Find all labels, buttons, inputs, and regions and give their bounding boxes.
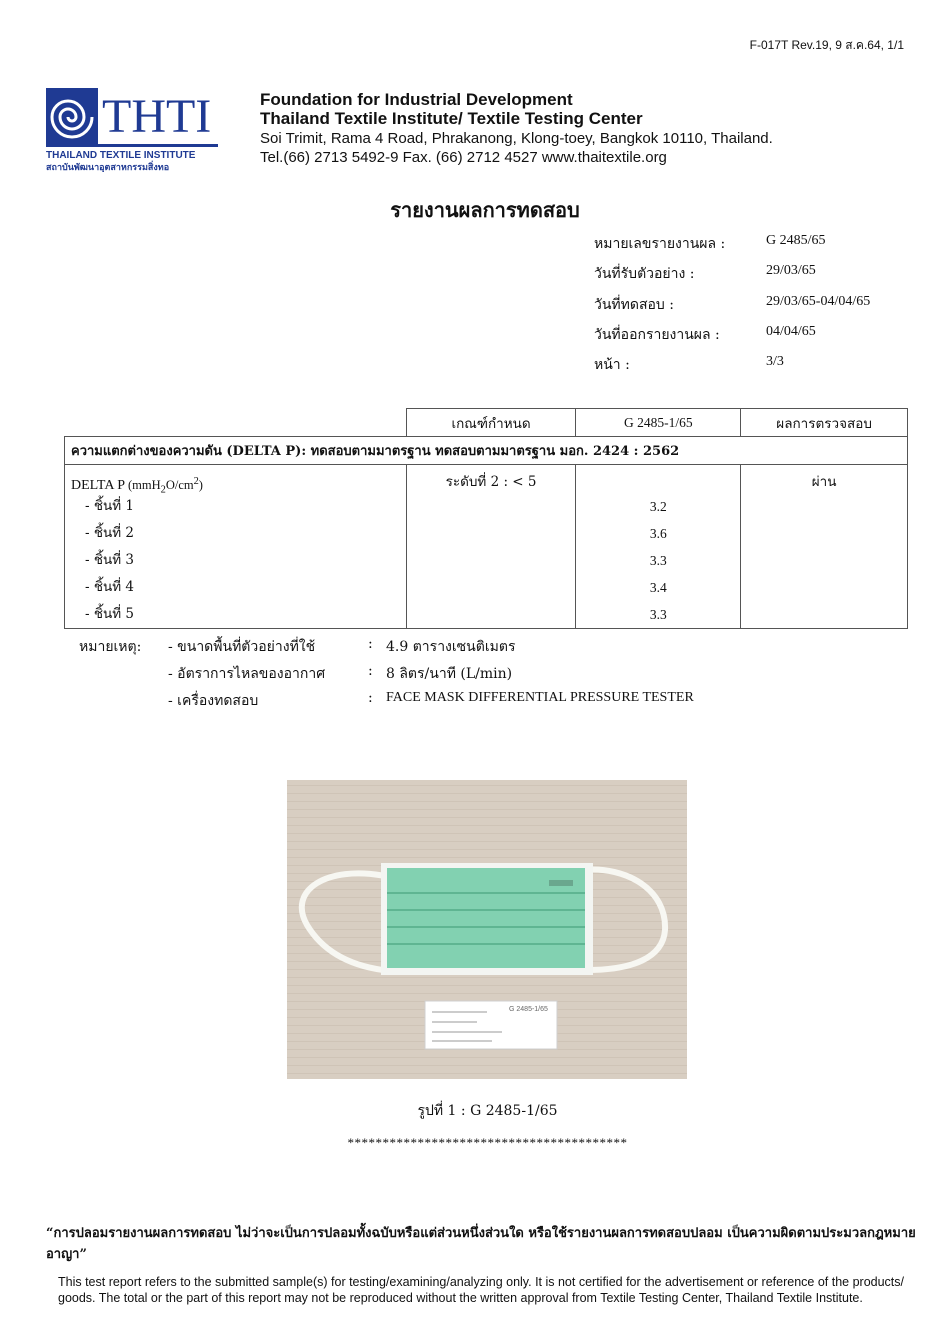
table-data-row (65, 465, 908, 629)
logo-acronym: THTI (102, 90, 212, 143)
institution-address: Soi Trimit, Rama 4 Road, Phrakanong, Klong-toey, Bangkok 10110, Thailand. (260, 130, 773, 147)
specimen-value: 3.2 (649, 499, 667, 514)
photo-caption: รูปที่ 1 : G 2485-1/65 (417, 1103, 558, 1119)
specimen-value: 3.3 (649, 607, 667, 622)
note-colon: : (368, 690, 373, 706)
param-cell (65, 465, 407, 629)
result-cell (741, 465, 908, 629)
institution-contact: Tel.(66) 2713 5492-9 Fax. (66) 2712 4527 www.thaitextile.org (260, 149, 667, 166)
meta-value-report-number: G 2485/65 (766, 233, 826, 248)
meta-value-page: 3/3 (766, 354, 784, 369)
specimen-label: - ชิ้นที่ 4 (85, 579, 135, 595)
legal-warning: “การปลอมรายงานผลการทดสอบ ไม่ว่าจะเป็นการปลอมทั้งฉบับหรือแต่ส่วนหนึ่งส่วนใด หรือใช้รายงานผลการทดสอบปลอม เป็นความผิดตามประมวลกฎหมายอาญา” (46, 1226, 916, 1262)
institution-subname: Thailand Textile Institute/ Textile Testing Center (260, 109, 643, 128)
specimen-value: 3.4 (649, 580, 667, 595)
note-colon: : (368, 663, 373, 679)
table-header-row (65, 409, 908, 437)
notes-title: หมายเหตุ: (79, 639, 142, 655)
meta-label-received-date: วันที่รับตัวอย่าง : (594, 266, 695, 282)
face-mask-illustration (287, 780, 687, 1079)
note-label: - เครื่องทดสอบ (168, 693, 259, 709)
header-criteria: เกณฑ์กำหนด (406, 409, 576, 437)
values-cell (576, 465, 741, 629)
param-name: DELTA P $(mmH_2O/cm^2)$ (71, 476, 203, 496)
header-result: ผลการตรวจสอบ (741, 409, 908, 437)
note-label: - อัตราการไหลของอากาศ (168, 666, 326, 682)
specimen-value: 3.3 (649, 553, 667, 568)
results-table (64, 408, 908, 629)
report-title: รายงานผลการทดสอบ (390, 198, 580, 222)
values-spacer (582, 471, 734, 493)
note-value: 8 ลิตร/นาที (L/min) (386, 666, 513, 682)
form-code: F-017T Rev.19, 9 ส.ค.64, 1/1 (749, 38, 904, 52)
table-header-blank (65, 409, 407, 437)
criteria-cell (406, 465, 576, 629)
criteria-value: ระดับที่ 2 : < 5 (445, 474, 537, 490)
specimen-label: - ชิ้นที่ 2 (85, 525, 135, 541)
note-value: FACE MASK DIFFERENTIAL PRESSURE TESTER (386, 690, 694, 705)
sample-label-number: G 2485-1/65 (509, 1006, 548, 1013)
specimen-label: - ชิ้นที่ 1 (85, 498, 135, 514)
sample-photo (287, 780, 687, 1079)
meta-value-test-date: 29/03/65-04/04/65 (766, 294, 871, 309)
specimen-value: 3.6 (649, 526, 667, 541)
logo-thai: สถาบันพัฒนาอุตสาหกรรมสิ่งทอ (46, 163, 170, 172)
institution-name: Foundation for Industrial Development (260, 90, 573, 109)
meta-value-received-date: 29/03/65 (766, 263, 816, 278)
meta-label-page: หน้า : (594, 357, 630, 373)
end-marker: **************************************** (347, 1135, 628, 1150)
specimen-label: - ชิ้นที่ 5 (85, 606, 135, 622)
meta-label-test-date: วันที่ทดสอบ : (594, 297, 674, 313)
specimen-label: - ชิ้นที่ 3 (85, 552, 135, 568)
disclaimer: This test report refers to the submitted sample(s) for testing/examining/analyzing only. It is not certified for the advertisement or reference of the products/ goods. The total or the part of this report may not be reproduced without the written approval from Textile Testing Center, Thailand Textile Institute. (58, 1275, 904, 1305)
table-section-row (65, 437, 908, 465)
meta-label-issue-date: วันที่ออกรายงานผล : (594, 327, 720, 343)
note-colon: : (368, 636, 373, 652)
meta-value-issue-date: 04/04/65 (766, 324, 816, 339)
section-title: ความแตกต่างของความดัน (DELTA P): ทดสอบตามมาตรฐาน ทดสอบตามมาตรฐาน มอก. 2424 : 2562 (65, 437, 908, 465)
header-sample: G 2485-1/65 (576, 409, 741, 437)
thti-logo (44, 86, 226, 172)
meta-label-report-number: หมายเลขรายงานผล : (594, 236, 726, 252)
note-value: 4.9 ตารางเซนติเมตร (386, 639, 516, 655)
note-label: - ขนาดพื้นที่ตัวอย่างที่ใช้ (168, 639, 316, 655)
logo-english: THAILAND TEXTILE INSTITUTE (46, 150, 196, 161)
result-value: ผ่าน (811, 474, 837, 490)
